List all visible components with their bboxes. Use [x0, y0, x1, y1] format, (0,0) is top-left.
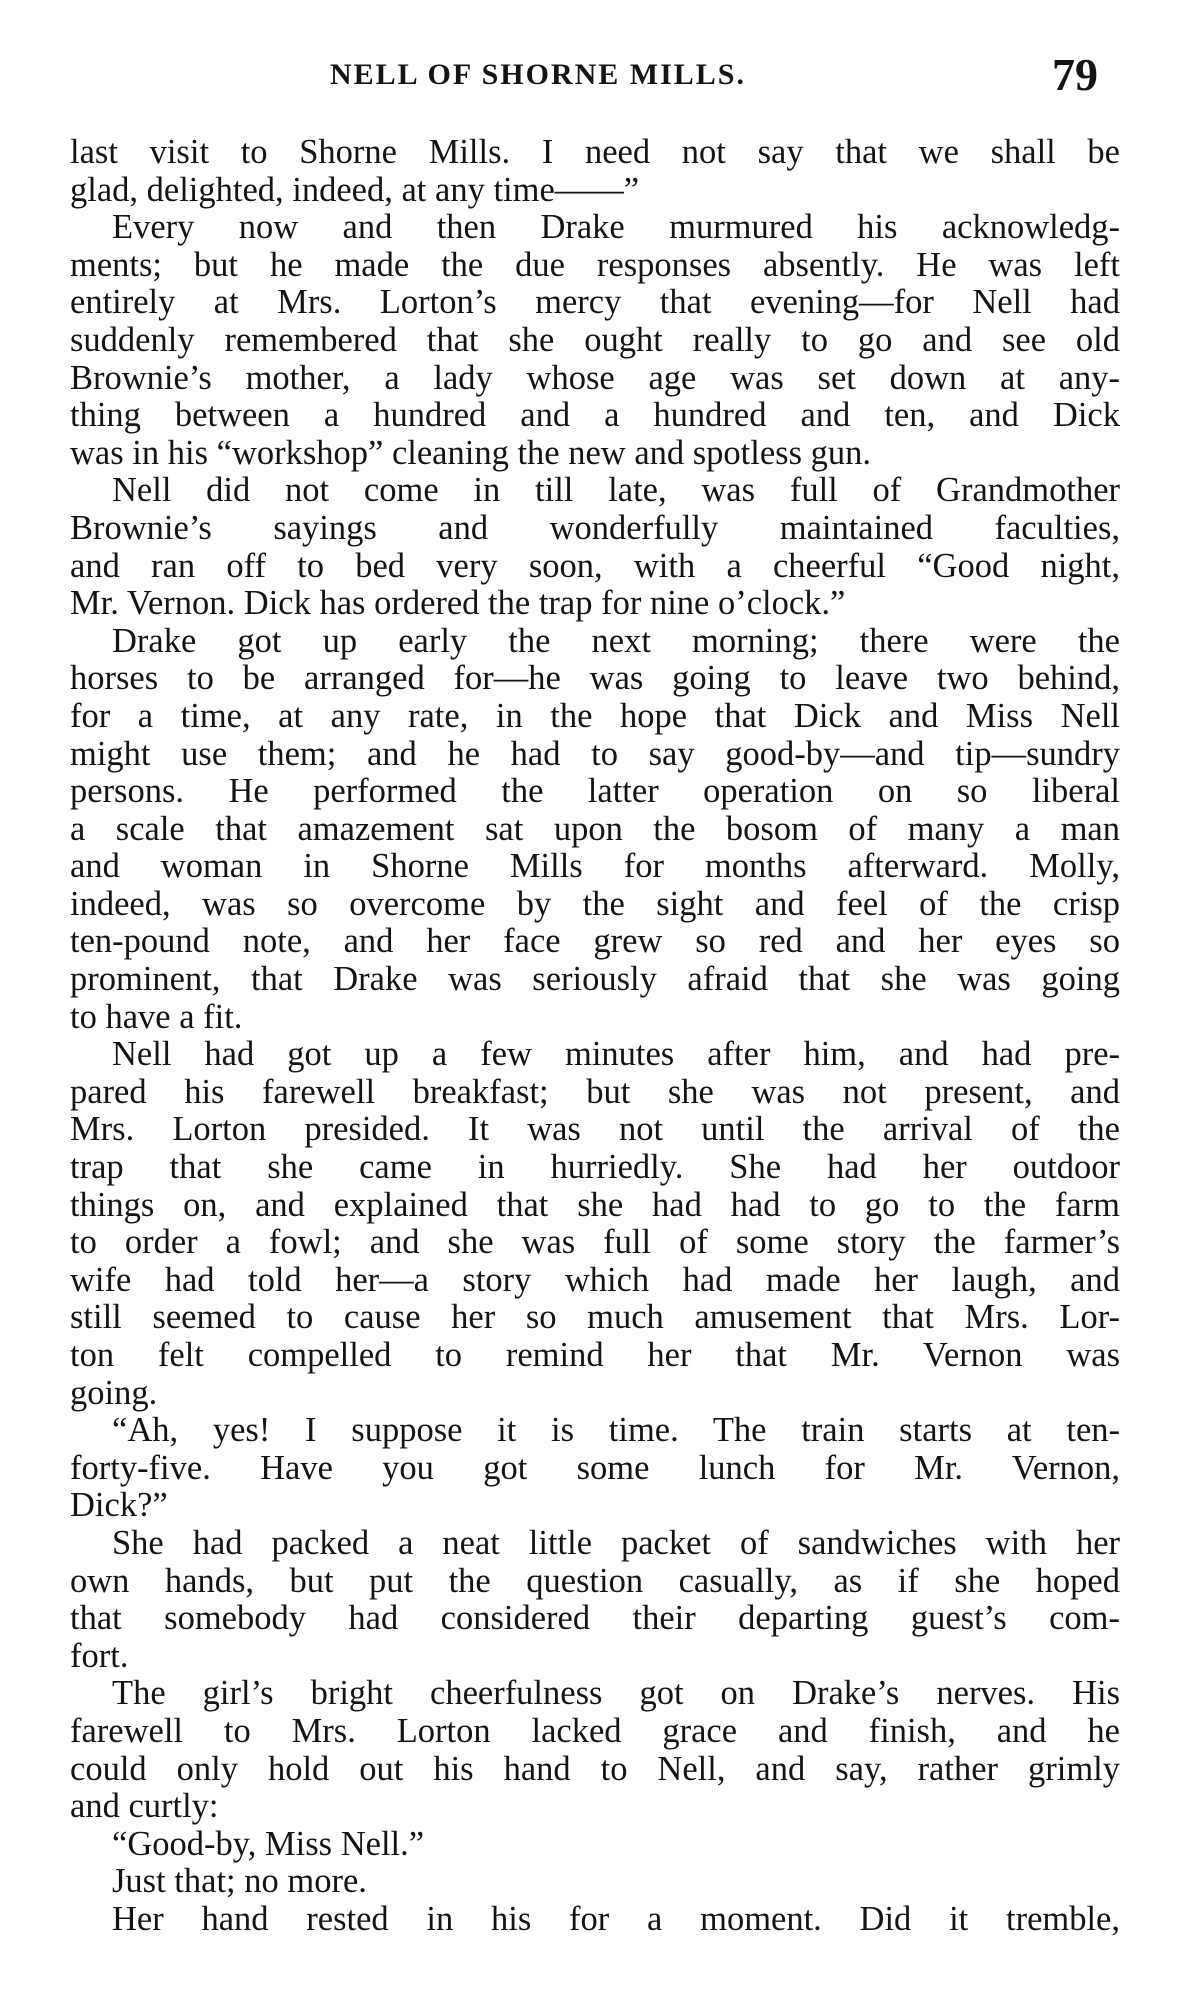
text-line: “Ah, yes! I suppose it is time. The train starts at ten-	[112, 1411, 1120, 1450]
text-line: She had packed a neat little packet of sandwiches with her	[112, 1523, 1120, 1562]
text-line: for a time, at any rate, in the hope that Dick and Miss Nell	[70, 696, 1120, 735]
text-line: own hands, but put the question casually, as if she hoped	[70, 1561, 1120, 1600]
text-line: wife had told her—a story which had made her laugh, and	[70, 1260, 1120, 1299]
text-line: Just that; no more.	[112, 1862, 367, 1901]
text-line: trap that she came in hurriedly. She had her outdoor	[70, 1148, 1120, 1187]
text-line: Nell had got up a few minutes after him, and had pre-	[112, 1035, 1120, 1074]
text-line: to order a fowl; and she was full of some story the farmer’s	[70, 1223, 1120, 1262]
text-line: Drake got up early the next morning; there were the	[112, 621, 1120, 660]
text-line: last visit to Shorne Mills. I need not say that we shall be	[70, 133, 1120, 171]
text-line: forty-five. Have you got some lunch for Mr. Vernon,	[70, 1448, 1120, 1487]
running-title: NELL OF SHORNE MILLS.	[330, 58, 746, 91]
text-line: might use them; and he had to say good-by—and tip—sundry	[70, 734, 1120, 773]
text-line: ton felt compelled to remind her that Mr. Vernon was	[70, 1336, 1120, 1374]
text-line: things on, and explained that she had had to go to the farm	[70, 1185, 1120, 1224]
text-line: and woman in Shorne Mills for months afterward. Molly,	[70, 847, 1120, 886]
text-line: to have a fit.	[70, 997, 243, 1036]
text-line: indeed, was so overcome by the sight and feel of the crisp	[70, 884, 1120, 923]
text-line: ments; but he made the due responses absently. He was left	[70, 245, 1120, 284]
text-line: still seemed to cause her so much amusement that Mrs. Lor-	[70, 1298, 1120, 1337]
text-line: going.	[70, 1373, 158, 1412]
text-line: Nell did not come in till late, was full of Grandmother	[112, 471, 1120, 510]
text-line: “Good-by, Miss Nell.”	[112, 1824, 425, 1863]
text-line: horses to be arranged for—he was going to leave two behind,	[70, 659, 1120, 698]
text-line: farewell to Mrs. Lorton lacked grace and finish, and he	[70, 1711, 1120, 1750]
text-line: that somebody had considered their departing guest’s com-	[70, 1599, 1120, 1638]
text-line: The girl’s bright cheerfulness got on Drake’s nerves. His	[112, 1674, 1120, 1713]
text-line: ten-pound note, and her face grew so red and her eyes so	[70, 922, 1120, 961]
text-line: Brownie’s mother, a lady whose age was set down at any-	[70, 358, 1120, 397]
text-line: Her hand rested in his for a moment. Did it tremble,	[112, 1899, 1120, 1938]
page-number: 79	[1052, 49, 1098, 100]
text-line: persons. He performed the latter operation on so liberal	[70, 772, 1120, 811]
text-line: could only hold out his hand to Nell, and say, rather grimly	[70, 1749, 1120, 1788]
text-line: Dick?”	[70, 1486, 168, 1525]
text-line: pared his farewell breakfast; but she was not present, and	[70, 1072, 1120, 1111]
text-line: Mr. Vernon. Dick has ordered the trap for nine o’clock.”	[70, 584, 846, 623]
body-text	[70, 134, 1120, 1939]
text-line: suddenly remembered that she ought really to go and see old	[70, 320, 1120, 359]
text-line: and curtly:	[70, 1787, 219, 1826]
text-line: prominent, that Drake was seriously afraid that she was going	[70, 960, 1120, 999]
text-line: glad, delighted, indeed, at any time——”	[70, 170, 640, 209]
text-line: entirely at Mrs. Lorton’s mercy that evening—for Nell had	[70, 283, 1120, 322]
text-line: and ran off to bed very soon, with a cheerful “Good night,	[70, 546, 1120, 585]
text-line: was in his “workshop” cleaning the new and spotless gun.	[70, 433, 872, 472]
text-line: Brownie’s sayings and wonderfully maintained faculties,	[70, 508, 1120, 547]
text-line: fort.	[70, 1636, 129, 1675]
text-line: a scale that amazement sat upon the bosom of many a man	[70, 809, 1120, 848]
text-line: Every now and then Drake murmured his acknowledg-	[112, 208, 1120, 247]
text-line: thing between a hundred and a hundred and ten, and Dick	[70, 396, 1120, 435]
text-line: Mrs. Lorton presided. It was not until the arrival of the	[70, 1110, 1120, 1149]
